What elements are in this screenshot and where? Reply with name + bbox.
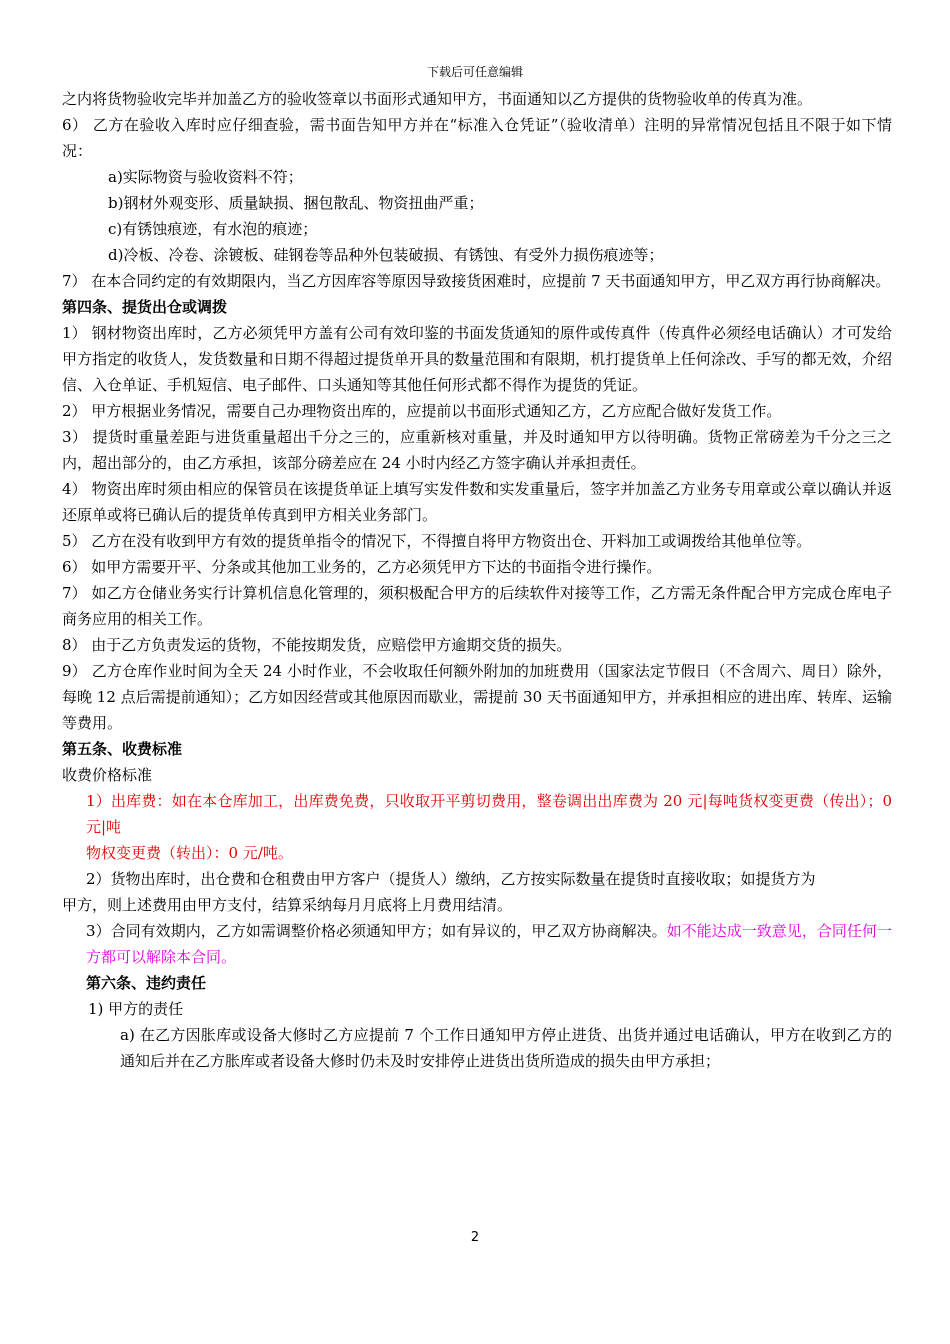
paragraph-line: 甲方，则上述费用由甲方支付，结算采纳每月月底将上月费用结清。 bbox=[62, 896, 513, 914]
list-item: d)冷板、冷卷、涂镀板、硅钢卷等品种外包装破损、有锈蚀、有受外力损伤痕迹等； bbox=[108, 246, 664, 264]
clause-item: 9） 乙方仓库作业时间为全天 24 小时作业，不会收取任何额外附加的加班费用（国家法定节假日（不含周六、周日）除外，每晚 12 点后需提前通知）；乙方如因经营或其他原因而歇业，需提前 30 天书面通知甲方，并承担相应的进出库、转库、运输等费用。 bbox=[62, 662, 892, 732]
clause-item: 5） 乙方在没有收到甲方有效的提货单指令的情况下，不得擅自将甲方物资出仓、开料加工或调拨给其他单位等。 bbox=[62, 532, 812, 550]
clause-item: 7） 如乙方仓储业务实行计算机信息化管理的，须积极配合甲方的后续软件对接等工作，乙方需无条件配合甲方完成仓库电子商务应用的相关工作。 bbox=[62, 584, 892, 628]
clause-item: 6） 乙方在验收入库时应仔细查验，需书面告知甲方并在“标准入仓凭证”（验收清单）注明的异常情况包括且不限于如下情况： bbox=[62, 116, 892, 160]
clause-item: a) 在乙方因胀库或设备大修时乙方应提前 7 个工作日通知甲方停止进货、出货并通过电话确认，甲方在收到乙方的通知后并在乙方胀库或者设备大修时仍未及时安排停止进货出货所造成的损失由甲方承担； bbox=[120, 1026, 892, 1070]
list-item: a)实际物资与验收资料不符； bbox=[108, 168, 303, 186]
clause-item: 3）合同有效期内，乙方如需调整价格必须通知甲方；如有异议的，甲乙双方协商解决。 bbox=[86, 922, 667, 940]
list-item: c)有锈蚀痕迹，有水泡的痕迹； bbox=[108, 220, 318, 238]
clause-item: 7） 在本合同约定的有效期限内，当乙方因库容等原因导致接货困难时，应提前 7 天书面通知甲方，甲乙双方再行协商解决。 bbox=[62, 272, 891, 290]
clause-item: 4） 物资出库时须由相应的保管员在该提货单证上填写实发件数和实发重量后，签字并加盖乙方业务专用章或公章以确认并返还原单或将已确认后的提货单传真到甲方相关业务部门。 bbox=[62, 480, 892, 524]
section-heading: 第五条、收费标准 bbox=[62, 740, 183, 758]
highlighted-text: 如不能达成一致意见，合同任何一方都可以解除本合同。 bbox=[86, 922, 892, 966]
paragraph-line: 之内将货物验收完毕并加盖乙方的验收签章以书面形式通知甲方，书面通知以乙方提供的货物验收单的传真为准。 bbox=[62, 90, 813, 108]
paragraph-line: 收费价格标准 bbox=[62, 766, 153, 784]
fee-clause-red: 物权变更费（转出）：0 元/吨。 bbox=[86, 844, 293, 862]
clause-item: 1) 甲方的责任 bbox=[88, 1000, 184, 1018]
page-number: 2 bbox=[470, 1230, 480, 1245]
section-heading: 第四条、提货出仓或调拨 bbox=[62, 298, 228, 316]
clause-item: 2） 甲方根据业务情况，需要自己办理物资出库的，应提前以书面形式通知乙方，乙方应配合做好发货工作。 bbox=[62, 402, 782, 420]
clause-item: 6） 如甲方需要开平、分条或其他加工业务的，乙方必须凭甲方下达的书面指令进行操作。 bbox=[62, 558, 662, 576]
page-header: 下载后可任意编辑 bbox=[426, 65, 523, 79]
document-body bbox=[62, 86, 892, 1074]
list-item: b)钢材外观变形、质量缺损、捆包散乱、物资扭曲严重； bbox=[108, 194, 484, 212]
clause-item: 3） 提货时重量差距与进货重量超出千分之三的，应重新核对重量，并及时通知甲方以待明确。货物正常磅差为千分之三之内，超出部分的，由乙方承担，该部分磅差应在 24 小时内经乙方签字确认并承担责任。 bbox=[62, 428, 892, 472]
clause-item: 2）货物出库时，出仓费和仓租费由甲方客户（提货人）缴纳，乙方按实际数量在提货时直接收取；如提货方为 bbox=[86, 870, 816, 888]
section-heading: 第六条、违约责任 bbox=[86, 974, 207, 992]
clause-item: 1） 钢材物资出库时，乙方必须凭甲方盖有公司有效印鉴的书面发货通知的原件或传真件（传真件必须经电话确认）才可发给甲方指定的收货人，发货数量和日期不得超过提货单开具的数量范围和有限期，机打提货单上任何涂改、手写的都无效，介绍信、入仓单证、手机短信、电子邮件、口头通知等其他任何形式都不得作为提货的凭证。 bbox=[62, 324, 892, 394]
clause-item: 8） 由于乙方负责发运的货物，不能按期发货，应赔偿甲方逾期交货的损失。 bbox=[62, 636, 572, 654]
fee-clause-red: 1）出库费：如在本仓库加工，出库费免费，只收取开平剪切费用，整卷调出出库费为 20 元|每吨货权变更费（传出）；0 元|吨 bbox=[86, 792, 892, 836]
